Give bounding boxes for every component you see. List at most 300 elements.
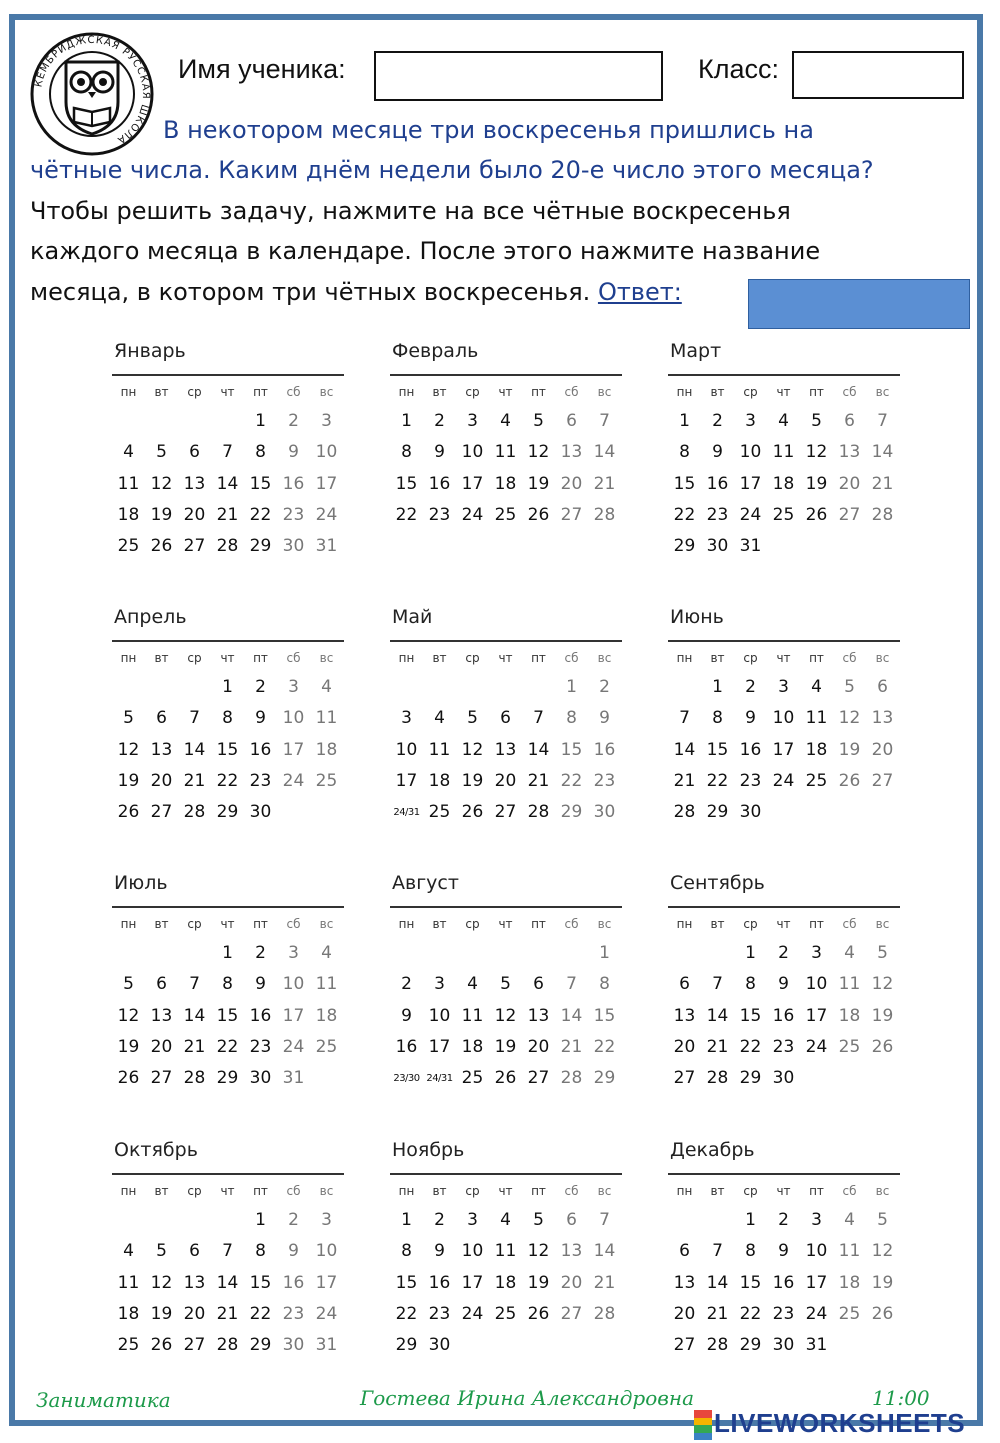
calendar-day[interactable]: 26 bbox=[150, 536, 173, 557]
calendar-day[interactable]: 23 bbox=[772, 1303, 795, 1324]
calendar-day[interactable]: 4 bbox=[123, 442, 134, 463]
calendar-day[interactable]: 13 bbox=[527, 1005, 550, 1026]
calendar-day[interactable]: 7 bbox=[189, 708, 200, 729]
calendar-day[interactable]: 19 bbox=[871, 1005, 894, 1026]
calendar-day[interactable]: 30 bbox=[249, 1068, 272, 1089]
calendar-day[interactable]: 30 bbox=[739, 802, 762, 823]
calendar-day[interactable]: 12 bbox=[117, 739, 140, 760]
calendar-day[interactable]: 15 bbox=[249, 1272, 272, 1293]
calendar-day[interactable]: 17 bbox=[282, 1005, 305, 1026]
calendar-day[interactable]: 8 bbox=[255, 442, 266, 463]
calendar-day[interactable]: 28 bbox=[706, 1335, 729, 1356]
calendar-day[interactable]: 12 bbox=[150, 1272, 173, 1293]
calendar-day[interactable]: 8 bbox=[745, 974, 756, 995]
calendar-day[interactable]: 20 bbox=[673, 1303, 696, 1324]
calendar-day[interactable]: 18 bbox=[838, 1005, 861, 1026]
calendar-day[interactable]: 27 bbox=[838, 504, 861, 525]
calendar-day[interactable]: 10 bbox=[805, 974, 828, 995]
calendar-day[interactable]: 31 bbox=[739, 536, 762, 557]
calendar-day[interactable]: 24 bbox=[805, 1036, 828, 1057]
calendar-day[interactable]: 17 bbox=[315, 1272, 338, 1293]
calendar-day[interactable]: 24 bbox=[282, 770, 305, 791]
calendar-day[interactable]: 27 bbox=[183, 1335, 206, 1356]
calendar-day[interactable]: 7 bbox=[222, 442, 233, 463]
calendar-day[interactable]: 6 bbox=[156, 708, 167, 729]
calendar-day[interactable]: 10 bbox=[315, 1241, 338, 1262]
calendar-day[interactable]: 29 bbox=[739, 1068, 762, 1089]
calendar-day[interactable]: 3 bbox=[811, 1210, 822, 1230]
calendar-day[interactable]: 4 bbox=[321, 677, 332, 697]
calendar-day[interactable]: 3 bbox=[745, 411, 756, 431]
calendar-day[interactable]: 6 bbox=[877, 677, 888, 697]
calendar-day[interactable]: 10 bbox=[461, 442, 484, 463]
calendar-day[interactable]: 30 bbox=[282, 536, 305, 557]
calendar-day[interactable]: 26 bbox=[871, 1036, 894, 1057]
calendar-day[interactable]: 8 bbox=[745, 1241, 756, 1262]
calendar-day[interactable]: 24 bbox=[315, 504, 338, 525]
calendar-day[interactable]: 20 bbox=[871, 739, 894, 760]
calendar-day[interactable]: 10 bbox=[805, 1241, 828, 1262]
calendar-day[interactable]: 14 bbox=[706, 1005, 729, 1026]
calendar-day[interactable]: 2 bbox=[434, 411, 445, 431]
calendar-day[interactable]: 13 bbox=[838, 442, 861, 463]
calendar-day[interactable]: 16 bbox=[282, 1272, 305, 1293]
calendar-day[interactable]: 27 bbox=[673, 1068, 696, 1089]
calendar-day[interactable]: 24 bbox=[315, 1303, 338, 1324]
calendar-day[interactable]: 15 bbox=[249, 473, 272, 494]
calendar-day[interactable]: 2 bbox=[434, 1210, 445, 1230]
calendar-day[interactable]: 5 bbox=[156, 1241, 167, 1262]
calendar-day[interactable]: 12 bbox=[150, 473, 173, 494]
calendar-day[interactable]: 5 bbox=[156, 442, 167, 463]
calendar-day[interactable]: 7 bbox=[679, 708, 690, 729]
calendar-day[interactable]: 28 bbox=[593, 504, 616, 525]
calendar-day[interactable]: 10 bbox=[282, 974, 305, 995]
calendar-day[interactable]: 14 bbox=[593, 442, 616, 463]
calendar-day[interactable]: 9 bbox=[255, 708, 266, 729]
calendar-day[interactable]: 20 bbox=[183, 1303, 206, 1324]
calendar-day[interactable]: 7 bbox=[533, 708, 544, 729]
calendar-day[interactable]: 24/31 bbox=[426, 1073, 453, 1085]
calendar-day[interactable]: 13 bbox=[560, 1241, 583, 1262]
calendar-day[interactable]: 4 bbox=[434, 708, 445, 729]
calendar-day[interactable]: 9 bbox=[255, 974, 266, 995]
calendar-day[interactable]: 26 bbox=[150, 1335, 173, 1356]
calendar-day[interactable]: 18 bbox=[117, 1303, 140, 1324]
calendar-day[interactable]: 28 bbox=[183, 802, 206, 823]
calendar-day[interactable]: 18 bbox=[117, 504, 140, 525]
calendar-day[interactable]: 10 bbox=[772, 708, 795, 729]
calendar-day[interactable]: 23 bbox=[772, 1036, 795, 1057]
calendar-day[interactable]: 27 bbox=[183, 536, 206, 557]
calendar-day[interactable]: 8 bbox=[712, 708, 723, 729]
calendar-day[interactable]: 9 bbox=[745, 708, 756, 729]
calendar-day[interactable]: 27 bbox=[560, 504, 583, 525]
calendar-day[interactable]: 25 bbox=[428, 802, 451, 823]
calendar-day[interactable]: 6 bbox=[189, 442, 200, 463]
calendar-day[interactable]: 24 bbox=[461, 1303, 484, 1324]
calendar-day[interactable]: 3 bbox=[288, 943, 299, 963]
calendar-day[interactable]: 14 bbox=[593, 1241, 616, 1262]
calendar-day[interactable]: 21 bbox=[560, 1036, 583, 1057]
calendar-day[interactable]: 28 bbox=[216, 536, 239, 557]
month-title[interactable]: Февраль bbox=[392, 340, 479, 362]
month-title[interactable]: Декабрь bbox=[670, 1139, 755, 1161]
calendar-day[interactable]: 8 bbox=[222, 708, 233, 729]
month-title[interactable]: Март bbox=[670, 340, 722, 362]
calendar-day[interactable]: 1 bbox=[745, 943, 756, 963]
class-field[interactable] bbox=[792, 51, 964, 99]
calendar-day[interactable]: 14 bbox=[560, 1005, 583, 1026]
calendar-day[interactable]: 28 bbox=[706, 1068, 729, 1089]
calendar-day[interactable]: 13 bbox=[150, 1005, 173, 1026]
calendar-day[interactable]: 18 bbox=[494, 473, 517, 494]
calendar-day[interactable]: 21 bbox=[183, 1036, 206, 1057]
calendar-day[interactable]: 6 bbox=[533, 974, 544, 995]
calendar-day[interactable]: 19 bbox=[527, 473, 550, 494]
calendar-day[interactable]: 8 bbox=[679, 442, 690, 463]
calendar-day[interactable]: 26 bbox=[871, 1303, 894, 1324]
calendar-day[interactable]: 29 bbox=[593, 1068, 616, 1089]
calendar-day[interactable]: 16 bbox=[249, 739, 272, 760]
calendar-day[interactable]: 21 bbox=[706, 1036, 729, 1057]
calendar-day[interactable]: 10 bbox=[739, 442, 762, 463]
calendar-day[interactable]: 17 bbox=[461, 1272, 484, 1293]
calendar-day[interactable]: 7 bbox=[566, 974, 577, 995]
calendar-day[interactable]: 2 bbox=[255, 677, 266, 697]
calendar-day[interactable]: 4 bbox=[778, 411, 789, 431]
calendar-day[interactable]: 17 bbox=[282, 739, 305, 760]
calendar-day[interactable]: 26 bbox=[838, 770, 861, 791]
calendar-day[interactable]: 22 bbox=[739, 1036, 762, 1057]
calendar-day[interactable]: 6 bbox=[189, 1241, 200, 1262]
calendar-day[interactable]: 15 bbox=[395, 473, 418, 494]
calendar-day[interactable]: 5 bbox=[877, 1210, 888, 1230]
month-title[interactable]: Январь bbox=[114, 340, 186, 362]
calendar-day[interactable]: 24/31 bbox=[393, 807, 420, 819]
calendar-day[interactable]: 15 bbox=[593, 1005, 616, 1026]
calendar-day[interactable]: 22 bbox=[395, 1303, 418, 1324]
calendar-day[interactable]: 19 bbox=[527, 1272, 550, 1293]
calendar-day[interactable]: 6 bbox=[679, 1241, 690, 1262]
calendar-day[interactable]: 3 bbox=[434, 974, 445, 995]
calendar-day[interactable]: 6 bbox=[566, 411, 577, 431]
calendar-day[interactable]: 20 bbox=[150, 1036, 173, 1057]
calendar-day[interactable]: 9 bbox=[778, 974, 789, 995]
calendar-day[interactable]: 26 bbox=[805, 504, 828, 525]
calendar-day[interactable]: 16 bbox=[739, 739, 762, 760]
calendar-day[interactable]: 13 bbox=[560, 442, 583, 463]
calendar-day[interactable]: 10 bbox=[282, 708, 305, 729]
calendar-day[interactable]: 12 bbox=[871, 974, 894, 995]
calendar-day[interactable]: 23 bbox=[249, 1036, 272, 1057]
calendar-day[interactable]: 15 bbox=[216, 739, 239, 760]
calendar-day[interactable]: 22 bbox=[395, 504, 418, 525]
calendar-day[interactable]: 23/30 bbox=[393, 1073, 420, 1085]
calendar-day[interactable]: 25 bbox=[315, 1036, 338, 1057]
calendar-day[interactable]: 1 bbox=[222, 677, 233, 697]
calendar-day[interactable]: 6 bbox=[156, 974, 167, 995]
calendar-day[interactable]: 12 bbox=[527, 442, 550, 463]
calendar-day[interactable]: 10 bbox=[461, 1241, 484, 1262]
calendar-day[interactable]: 24 bbox=[739, 504, 762, 525]
calendar-day[interactable]: 21 bbox=[183, 770, 206, 791]
calendar-day[interactable]: 9 bbox=[778, 1241, 789, 1262]
calendar-day[interactable]: 8 bbox=[599, 974, 610, 995]
calendar-day[interactable]: 4 bbox=[500, 411, 511, 431]
calendar-day[interactable]: 29 bbox=[249, 536, 272, 557]
calendar-day[interactable]: 22 bbox=[249, 504, 272, 525]
calendar-day[interactable]: 7 bbox=[712, 974, 723, 995]
calendar-day[interactable]: 28 bbox=[871, 504, 894, 525]
calendar-day[interactable]: 29 bbox=[395, 1335, 418, 1356]
calendar-day[interactable]: 20 bbox=[527, 1036, 550, 1057]
calendar-day[interactable]: 25 bbox=[461, 1068, 484, 1089]
calendar-day[interactable]: 16 bbox=[282, 473, 305, 494]
month-title[interactable]: Август bbox=[392, 872, 459, 894]
calendar-day[interactable]: 26 bbox=[494, 1068, 517, 1089]
calendar-day[interactable]: 1 bbox=[255, 411, 266, 431]
month-title[interactable]: Ноябрь bbox=[392, 1139, 465, 1161]
calendar-day[interactable]: 12 bbox=[838, 708, 861, 729]
calendar-day[interactable]: 27 bbox=[673, 1335, 696, 1356]
calendar-day[interactable]: 15 bbox=[673, 473, 696, 494]
calendar-day[interactable]: 1 bbox=[401, 411, 412, 431]
calendar-day[interactable]: 20 bbox=[494, 770, 517, 791]
calendar-day[interactable]: 6 bbox=[500, 708, 511, 729]
calendar-day[interactable]: 19 bbox=[461, 770, 484, 791]
calendar-day[interactable]: 17 bbox=[805, 1005, 828, 1026]
calendar-day[interactable]: 2 bbox=[778, 1210, 789, 1230]
calendar-day[interactable]: 30 bbox=[706, 536, 729, 557]
calendar-day[interactable]: 13 bbox=[494, 739, 517, 760]
calendar-day[interactable]: 22 bbox=[249, 1303, 272, 1324]
calendar-day[interactable]: 3 bbox=[778, 677, 789, 697]
calendar-day[interactable]: 22 bbox=[739, 1303, 762, 1324]
calendar-day[interactable]: 3 bbox=[288, 677, 299, 697]
calendar-day[interactable]: 5 bbox=[877, 943, 888, 963]
calendar-day[interactable]: 16 bbox=[428, 473, 451, 494]
calendar-day[interactable]: 29 bbox=[216, 802, 239, 823]
calendar-day[interactable]: 29 bbox=[560, 802, 583, 823]
calendar-day[interactable]: 8 bbox=[255, 1241, 266, 1262]
calendar-day[interactable]: 25 bbox=[838, 1036, 861, 1057]
calendar-day[interactable]: 1 bbox=[566, 677, 577, 697]
calendar-day[interactable]: 29 bbox=[706, 802, 729, 823]
student-name-field[interactable] bbox=[374, 51, 663, 101]
calendar-day[interactable]: 18 bbox=[772, 473, 795, 494]
calendar-day[interactable]: 27 bbox=[527, 1068, 550, 1089]
calendar-day[interactable]: 14 bbox=[216, 473, 239, 494]
calendar-day[interactable]: 12 bbox=[494, 1005, 517, 1026]
calendar-day[interactable]: 28 bbox=[560, 1068, 583, 1089]
calendar-day[interactable]: 19 bbox=[117, 770, 140, 791]
calendar-day[interactable]: 30 bbox=[593, 802, 616, 823]
calendar-day[interactable]: 3 bbox=[467, 1210, 478, 1230]
calendar-day[interactable]: 17 bbox=[428, 1036, 451, 1057]
calendar-day[interactable]: 28 bbox=[593, 1303, 616, 1324]
calendar-day[interactable]: 18 bbox=[428, 770, 451, 791]
calendar-day[interactable]: 19 bbox=[150, 504, 173, 525]
calendar-day[interactable]: 13 bbox=[183, 473, 206, 494]
calendar-day[interactable]: 16 bbox=[395, 1036, 418, 1057]
calendar-day[interactable]: 14 bbox=[706, 1272, 729, 1293]
calendar-day[interactable]: 5 bbox=[123, 974, 134, 995]
calendar-day[interactable]: 11 bbox=[838, 974, 861, 995]
calendar-day[interactable]: 14 bbox=[183, 1005, 206, 1026]
calendar-day[interactable]: 21 bbox=[593, 473, 616, 494]
calendar-day[interactable]: 17 bbox=[739, 473, 762, 494]
calendar-day[interactable]: 21 bbox=[871, 473, 894, 494]
calendar-day[interactable]: 25 bbox=[838, 1303, 861, 1324]
calendar-day[interactable]: 8 bbox=[566, 708, 577, 729]
calendar-day[interactable]: 2 bbox=[288, 1210, 299, 1230]
calendar-day[interactable]: 9 bbox=[288, 442, 299, 463]
calendar-day[interactable]: 1 bbox=[599, 943, 610, 963]
calendar-day[interactable]: 23 bbox=[428, 504, 451, 525]
calendar-day[interactable]: 9 bbox=[599, 708, 610, 729]
calendar-day[interactable]: 16 bbox=[249, 1005, 272, 1026]
calendar-day[interactable]: 13 bbox=[673, 1272, 696, 1293]
month-title[interactable]: Июнь bbox=[670, 606, 724, 628]
calendar-day[interactable]: 23 bbox=[428, 1303, 451, 1324]
calendar-day[interactable]: 12 bbox=[805, 442, 828, 463]
calendar-day[interactable]: 10 bbox=[428, 1005, 451, 1026]
calendar-day[interactable]: 17 bbox=[772, 739, 795, 760]
calendar-day[interactable]: 16 bbox=[772, 1272, 795, 1293]
calendar-day[interactable]: 26 bbox=[117, 802, 140, 823]
calendar-day[interactable]: 27 bbox=[560, 1303, 583, 1324]
calendar-day[interactable]: 25 bbox=[805, 770, 828, 791]
calendar-day[interactable]: 10 bbox=[315, 442, 338, 463]
calendar-day[interactable]: 9 bbox=[434, 1241, 445, 1262]
calendar-day[interactable]: 5 bbox=[533, 1210, 544, 1230]
calendar-day[interactable]: 6 bbox=[679, 974, 690, 995]
calendar-day[interactable]: 11 bbox=[838, 1241, 861, 1262]
calendar-day[interactable]: 26 bbox=[527, 1303, 550, 1324]
calendar-day[interactable]: 11 bbox=[428, 739, 451, 760]
calendar-day[interactable]: 7 bbox=[712, 1241, 723, 1262]
calendar-day[interactable]: 23 bbox=[282, 1303, 305, 1324]
calendar-day[interactable]: 20 bbox=[150, 770, 173, 791]
calendar-day[interactable]: 25 bbox=[117, 536, 140, 557]
calendar-day[interactable]: 15 bbox=[739, 1272, 762, 1293]
calendar-day[interactable]: 11 bbox=[117, 1272, 140, 1293]
calendar-day[interactable]: 7 bbox=[222, 1241, 233, 1262]
calendar-day[interactable]: 1 bbox=[679, 411, 690, 431]
calendar-day[interactable]: 30 bbox=[772, 1335, 795, 1356]
calendar-day[interactable]: 1 bbox=[401, 1210, 412, 1230]
calendar-day[interactable]: 22 bbox=[560, 770, 583, 791]
month-title[interactable]: Май bbox=[392, 606, 433, 628]
calendar-day[interactable]: 4 bbox=[123, 1241, 134, 1262]
calendar-day[interactable]: 15 bbox=[739, 1005, 762, 1026]
calendar-day[interactable]: 25 bbox=[494, 504, 517, 525]
calendar-day[interactable]: 13 bbox=[150, 739, 173, 760]
calendar-day[interactable]: 15 bbox=[560, 739, 583, 760]
calendar-day[interactable]: 25 bbox=[315, 770, 338, 791]
calendar-day[interactable]: 12 bbox=[527, 1241, 550, 1262]
calendar-day[interactable]: 11 bbox=[315, 974, 338, 995]
month-title[interactable]: Апрель bbox=[114, 606, 187, 628]
calendar-day[interactable]: 4 bbox=[811, 677, 822, 697]
calendar-day[interactable]: 14 bbox=[216, 1272, 239, 1293]
calendar-day[interactable]: 21 bbox=[216, 504, 239, 525]
calendar-day[interactable]: 8 bbox=[222, 974, 233, 995]
calendar-day[interactable]: 7 bbox=[599, 411, 610, 431]
calendar-day[interactable]: 20 bbox=[183, 504, 206, 525]
calendar-day[interactable]: 18 bbox=[315, 739, 338, 760]
calendar-day[interactable]: 23 bbox=[706, 504, 729, 525]
month-title[interactable]: Октябрь bbox=[114, 1139, 198, 1161]
calendar-day[interactable]: 27 bbox=[871, 770, 894, 791]
calendar-day[interactable]: 30 bbox=[772, 1068, 795, 1089]
calendar-day[interactable]: 7 bbox=[877, 411, 888, 431]
calendar-day[interactable]: 21 bbox=[706, 1303, 729, 1324]
calendar-day[interactable]: 26 bbox=[527, 504, 550, 525]
calendar-day[interactable]: 30 bbox=[249, 802, 272, 823]
calendar-day[interactable]: 28 bbox=[216, 1335, 239, 1356]
calendar-day[interactable]: 9 bbox=[401, 1005, 412, 1026]
calendar-day[interactable]: 10 bbox=[395, 739, 418, 760]
calendar-day[interactable]: 11 bbox=[772, 442, 795, 463]
calendar-day[interactable]: 3 bbox=[811, 943, 822, 963]
calendar-day[interactable]: 24 bbox=[461, 504, 484, 525]
calendar-day[interactable]: 3 bbox=[321, 411, 332, 431]
calendar-day[interactable]: 18 bbox=[315, 1005, 338, 1026]
calendar-day[interactable]: 13 bbox=[183, 1272, 206, 1293]
calendar-day[interactable]: 22 bbox=[673, 504, 696, 525]
calendar-day[interactable]: 31 bbox=[805, 1335, 828, 1356]
calendar-day[interactable]: 17 bbox=[805, 1272, 828, 1293]
calendar-day[interactable]: 5 bbox=[533, 411, 544, 431]
calendar-day[interactable]: 4 bbox=[321, 943, 332, 963]
calendar-day[interactable]: 2 bbox=[401, 974, 412, 995]
calendar-day[interactable]: 3 bbox=[467, 411, 478, 431]
calendar-day[interactable]: 12 bbox=[461, 739, 484, 760]
calendar-day[interactable]: 6 bbox=[566, 1210, 577, 1230]
calendar-day[interactable]: 5 bbox=[467, 708, 478, 729]
calendar-day[interactable]: 17 bbox=[315, 473, 338, 494]
calendar-day[interactable]: 22 bbox=[216, 1036, 239, 1057]
calendar-day[interactable]: 20 bbox=[560, 473, 583, 494]
calendar-day[interactable]: 25 bbox=[494, 1303, 517, 1324]
calendar-day[interactable]: 17 bbox=[461, 473, 484, 494]
calendar-day[interactable]: 29 bbox=[216, 1068, 239, 1089]
calendar-day[interactable]: 25 bbox=[117, 1335, 140, 1356]
calendar-day[interactable]: 15 bbox=[395, 1272, 418, 1293]
calendar-day[interactable]: 5 bbox=[123, 708, 134, 729]
calendar-day[interactable]: 29 bbox=[739, 1335, 762, 1356]
calendar-day[interactable]: 21 bbox=[593, 1272, 616, 1293]
calendar-day[interactable]: 31 bbox=[315, 536, 338, 557]
calendar-day[interactable]: 21 bbox=[527, 770, 550, 791]
calendar-day[interactable]: 19 bbox=[150, 1303, 173, 1324]
calendar-day[interactable]: 19 bbox=[117, 1036, 140, 1057]
calendar-day[interactable]: 4 bbox=[844, 1210, 855, 1230]
calendar-day[interactable]: 24 bbox=[282, 1036, 305, 1057]
calendar-day[interactable]: 16 bbox=[772, 1005, 795, 1026]
calendar-day[interactable]: 2 bbox=[599, 677, 610, 697]
calendar-day[interactable]: 18 bbox=[494, 1272, 517, 1293]
calendar-day[interactable]: 15 bbox=[216, 1005, 239, 1026]
calendar-day[interactable]: 14 bbox=[183, 739, 206, 760]
calendar-day[interactable]: 2 bbox=[778, 943, 789, 963]
calendar-day[interactable]: 27 bbox=[150, 802, 173, 823]
calendar-day[interactable]: 2 bbox=[745, 677, 756, 697]
calendar-day[interactable]: 11 bbox=[117, 473, 140, 494]
calendar-day[interactable]: 5 bbox=[811, 411, 822, 431]
